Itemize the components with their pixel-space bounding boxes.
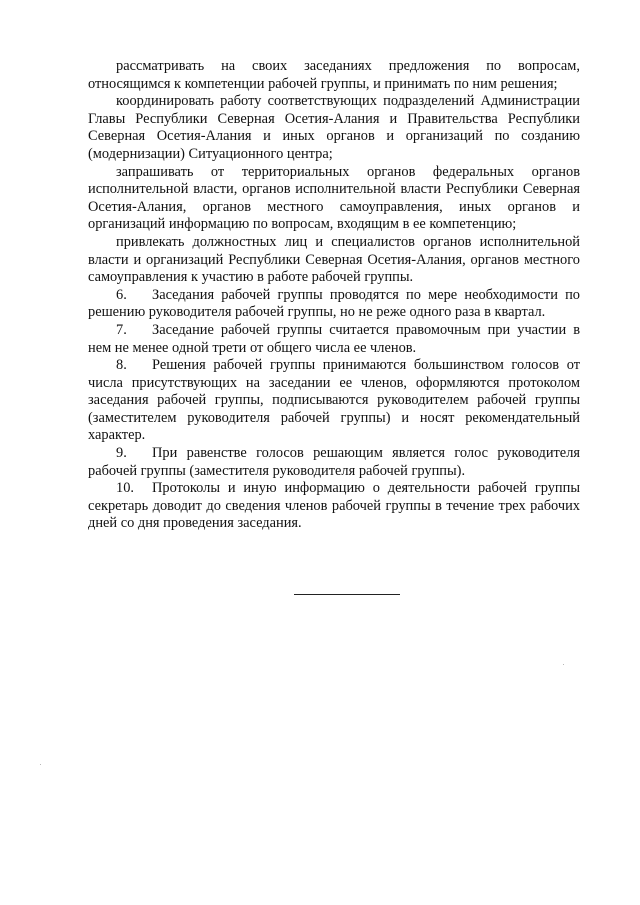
scan-speck — [563, 664, 564, 665]
document-body — [88, 58, 580, 533]
paragraph-text: Решения рабочей группы принимаются большинством голосов от числа присутствующих на заседании ее членов, оформляются протоколом заседания рабочей группы, подписываются руководителем рабочей группы (заместителем руководителя рабочей группы) и носят рекомендательный характер. — [88, 357, 580, 444]
paragraph-item-8 — [88, 357, 580, 445]
paragraph-item-9 — [88, 445, 580, 480]
paragraph-item-10 — [88, 480, 580, 533]
paragraph-text: привлекать должностных лиц и специалистов органов исполнительной власти и организаций Республики Северная Осетия-Алания, органов местного самоуправления к участию в работе рабочей группы. — [88, 233, 580, 286]
paragraph-text: При равенстве голосов решающим является голос руководителя рабочей группы (заместителя руководителя рабочей группы). — [88, 445, 580, 479]
paragraph-involve-officials — [88, 234, 580, 287]
paragraph-number: 7. — [116, 321, 127, 338]
paragraph-item-7 — [88, 322, 580, 357]
paragraph-text: рассматривать на своих заседаниях предложения по вопросам, относящимся к компетенции рабочей группы, и принимать по ним решения; — [88, 58, 580, 92]
scan-speck — [40, 764, 41, 765]
paragraph-number: 10. — [116, 480, 134, 497]
paragraph-item-6 — [88, 287, 580, 322]
paragraph-text: Протоколы и иную информацию о деятельности рабочей группы секретарь доводит до сведения членов рабочей группы в течение трех рабочих дней со дня проведения заседания. — [88, 480, 580, 532]
end-separator-line — [294, 594, 400, 595]
paragraph-number: 8. — [116, 357, 127, 374]
paragraph-consider-proposals — [88, 58, 580, 93]
paragraph-coordinate-work — [88, 93, 580, 163]
paragraph-text: координировать работу соответствующих подразделений Администрации Главы Республики Северная Осетия-Алания и Правительства Республики Северная Осетия-Алания и иных органов и организаций по созданию (модернизации) Ситуационного центра; — [88, 93, 580, 162]
paragraph-number: 9. — [116, 445, 127, 462]
paragraph-text: Заседания рабочей группы проводятся по мере необходимости по решению руководителя рабочей группы, но не реже одного раза в квартал. — [88, 286, 580, 321]
paragraph-text: запрашивать от территориальных органов федеральных органов исполнительной власти, органов исполнительной власти Республики Северная Осетия-Алания, органов местного самоуправления, иных органов и организаций информацию по вопросам, входящим в ее компетенцию; — [88, 163, 580, 233]
paragraph-number: 6. — [116, 286, 127, 303]
paragraph-text: Заседание рабочей группы считается правомочным при участии в нем не менее одной трети от общего числа ее членов. — [88, 321, 580, 356]
paragraph-request-information — [88, 164, 580, 234]
